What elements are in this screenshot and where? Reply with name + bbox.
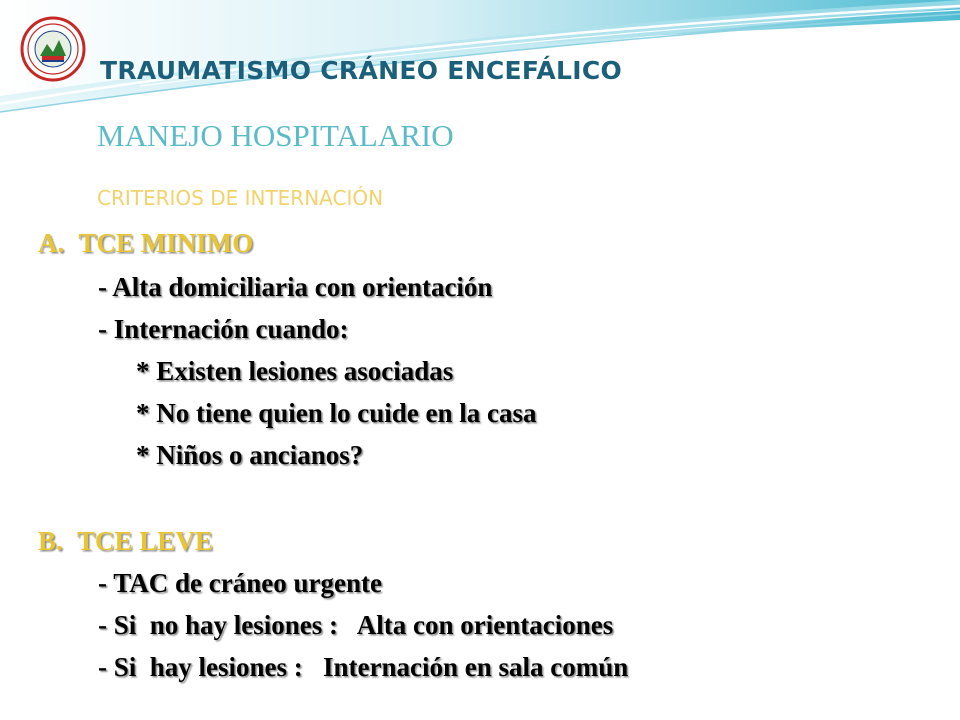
slide-subtitle: MANEJO HOSPITALARIO — [97, 118, 454, 153]
section-a-heading — [38, 228, 253, 259]
section-b-line-1: - TAC de cráneo urgente — [98, 568, 382, 598]
section-a-marker: A. — [38, 228, 65, 258]
section-b-title: TCE LEVE — [77, 526, 213, 556]
section-a-title: TCE MINIMO — [78, 228, 254, 258]
section-a-line-2: - Internación cuando: — [98, 314, 349, 344]
institution-seal-icon — [20, 16, 86, 82]
section-b-line-3: - Si hay lesiones : Internación en sala común — [98, 652, 629, 682]
section-a-line-1: - Alta domiciliaria con orientación — [98, 272, 493, 302]
section-a-line-5: * Niños o ancianos? — [136, 440, 364, 470]
section-b-line-2: - Si no hay lesiones : Alta con orientaciones — [98, 610, 614, 640]
criteria-heading: CRITERIOS DE INTERNACIÓN — [97, 186, 384, 210]
slide-title: TRAUMATISMO CRÁNEO ENCEFÁLICO — [100, 56, 623, 85]
section-a-line-4: * No tiene quien lo cuide en la casa — [136, 398, 537, 428]
section-a-line-3: * Existen lesiones asociadas — [136, 356, 454, 386]
section-b-heading — [38, 526, 213, 557]
section-b-marker: B. — [38, 526, 63, 556]
